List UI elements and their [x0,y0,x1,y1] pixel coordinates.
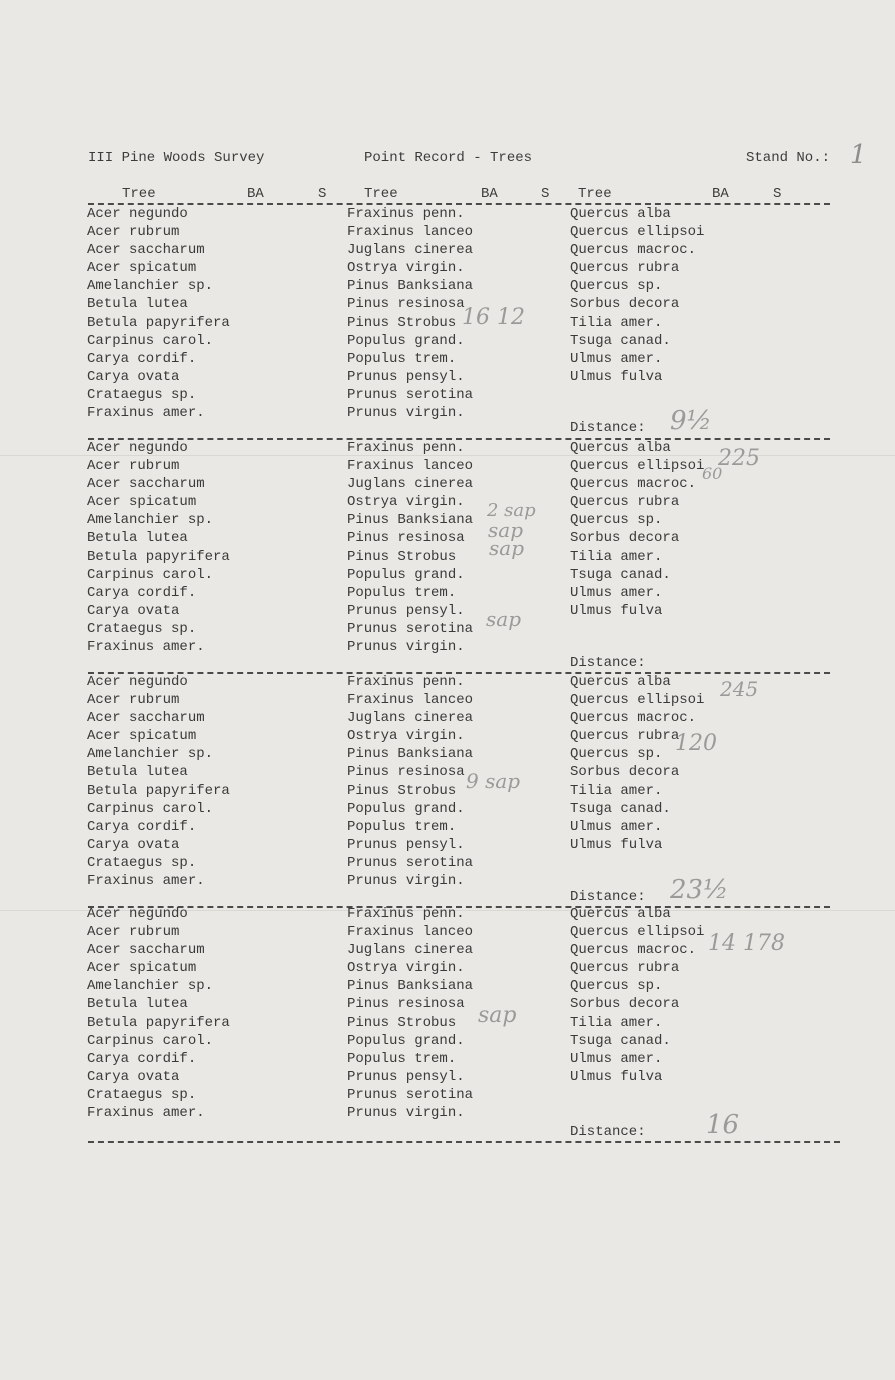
species-row: Acer negundo [87,206,188,222]
distance-value: 23½ [670,875,729,905]
species-row: Carya cordif. [87,818,197,835]
distance-label: Distance: [570,420,646,436]
species-row: Sorbus decora [570,996,680,1013]
species-row: Fraxinus penn. [347,674,465,690]
species-row: Amelanchier sp. [87,746,214,763]
species-row: Pinus Strobus [347,782,457,799]
species-row: Fraxinus penn. [347,906,465,922]
species-row: Prunus serotina [347,1086,474,1103]
record-title: Point Record - Trees [364,150,533,166]
species-row: Quercus alba [570,206,671,222]
species-row: Pinus resinosa [347,530,465,547]
species-row: Crataegus sp. [87,1086,197,1103]
species-row: Prunus serotina [347,386,474,403]
handwritten-note: 9 sap [466,769,521,793]
handwritten-note: sap [486,607,521,631]
species-row: Fraxinus penn. [347,206,465,222]
species-row: Quercus sp. [570,278,663,295]
species-row: Fraxinus amer. [87,1105,205,1122]
species-row: Acer rubrum [87,224,180,241]
species-row: Tilia amer. [570,548,663,565]
species-row: Crataegus sp. [87,386,197,403]
species-row: Pinus Banksiana [347,278,474,295]
col-header-ba: BA [481,186,498,202]
species-row: Fraxinus amer. [87,639,205,656]
species-row: Pinus Strobus [347,1014,457,1031]
species-row: Crataegus sp. [87,620,197,637]
col-header-s: S [318,186,327,202]
species-row: Quercus sp. [570,746,663,763]
species-row: Pinus resinosa [347,296,465,313]
species-row: Carya cordif. [87,350,197,367]
species-row: Acer saccharum [87,942,205,959]
species-row: Carya cordif. [87,584,197,601]
handwritten-note: sap [478,1003,517,1028]
species-row: Quercus macroc. [570,476,697,493]
species-column [570,439,704,620]
species-row: Acer saccharum [87,710,205,727]
species-row: Amelanchier sp. [87,978,214,995]
species-row: Carpinus carol. [87,332,214,349]
species-row: Carpinus carol. [87,1032,214,1049]
stand-number: 1 [850,140,867,170]
species-row: Quercus rubra [570,728,680,745]
species-row: Prunus pensyl. [347,368,465,385]
species-row: Prunus pensyl. [347,836,465,853]
species-row: Fraxinus amer. [87,873,205,890]
species-row: Tilia amer. [570,782,663,799]
species-column [87,905,230,1122]
handwritten-note: 14 178 [708,931,785,956]
species-row: Acer rubrum [87,458,180,475]
species-row: Crataegus sp. [87,854,197,871]
col-header-ba: BA [247,186,264,202]
species-row: Acer saccharum [87,242,205,259]
species-row: Carya ovata [87,602,180,619]
handwritten-note: 245 [720,677,759,701]
species-row: Carpinus carol. [87,800,214,817]
survey-title: III Pine Woods Survey [88,150,265,166]
species-row: Fraxinus penn. [347,440,465,456]
species-row: Betula lutea [87,530,188,547]
species-row: Quercus ellipsoi [570,924,705,941]
species-row: Juglans cinerea [347,942,474,959]
species-column [87,439,230,656]
species-row: Populus trem. [347,350,457,367]
species-row: Quercus rubra [570,494,680,511]
handwritten-note: sap [488,518,523,542]
species-row: Quercus alba [570,906,671,922]
col-header-tree: Tree [122,186,156,202]
species-row: Fraxinus amer. [87,405,205,422]
col-header-s: S [541,186,550,202]
species-row: Ostrya virgin. [347,728,465,745]
species-row: Populus trem. [347,1050,457,1067]
species-row: Prunus serotina [347,854,474,871]
species-row: Quercus rubra [570,960,680,977]
species-column [347,205,473,422]
species-column [87,205,230,422]
species-row: Ostrya virgin. [347,494,465,511]
species-row: Sorbus decora [570,764,680,781]
species-row: Quercus sp. [570,978,663,995]
distance-value: 16 [706,1110,740,1140]
species-row: Pinus Banksiana [347,978,474,995]
species-row: Ostrya virgin. [347,260,465,277]
col-header-tree: Tree [364,186,398,202]
species-row: Ulmus fulva [570,1068,663,1085]
species-row: Acer negundo [87,906,188,922]
species-row: Acer negundo [87,674,188,690]
species-row: Tsuga canad. [570,800,671,817]
species-row: Tilia amer. [570,314,663,331]
species-row: Sorbus decora [570,296,680,313]
species-row: Acer spicatum [87,260,197,277]
species-row: Tsuga canad. [570,332,671,349]
species-row: Pinus Strobus [347,314,457,331]
species-row: Betula papyrifera [87,782,230,799]
species-row: Ulmus fulva [570,602,663,619]
species-row: Ostrya virgin. [347,960,465,977]
handwritten-note: 225 [718,446,760,471]
species-row: Populus grand. [347,1032,465,1049]
species-row: Quercus macroc. [570,242,697,259]
species-row: Acer rubrum [87,692,180,709]
species-row: Populus trem. [347,818,457,835]
species-row: Amelanchier sp. [87,278,214,295]
species-row: Ulmus amer. [570,1050,663,1067]
species-column [570,905,704,1086]
handwritten-note: sap [489,536,524,560]
distance-value: 9½ [670,406,712,436]
block-divider [88,1141,840,1143]
species-row: Quercus alba [570,440,671,456]
col-header-ba: BA [712,186,729,202]
species-row: Ulmus amer. [570,818,663,835]
species-row: Acer negundo [87,440,188,456]
species-row: Acer spicatum [87,494,197,511]
species-row: Populus trem. [347,584,457,601]
species-row: Betula papyrifera [87,1014,230,1031]
col-header-s: S [773,186,782,202]
species-row: Prunus virgin. [347,405,465,422]
species-row: Juglans cinerea [347,242,474,259]
species-row: Populus grand. [347,332,465,349]
species-column [347,439,473,656]
species-row: Populus grand. [347,566,465,583]
species-row: Betula lutea [87,296,188,313]
species-row: Quercus sp. [570,512,663,529]
distance-label: Distance: [570,655,646,671]
species-row: Populus grand. [347,800,465,817]
species-row: Betula papyrifera [87,314,230,331]
stand-label: Stand No.: [746,150,831,166]
species-row: Betula lutea [87,996,188,1013]
species-row: Fraxinus lanceo [347,458,474,475]
species-column [570,205,704,386]
species-row: Juglans cinerea [347,710,474,727]
species-row: Carya cordif. [87,1050,197,1067]
species-column [347,905,473,1122]
species-row: Pinus Banksiana [347,512,474,529]
species-row: Quercus macroc. [570,710,697,727]
species-row: Quercus macroc. [570,942,697,959]
species-row: Carpinus carol. [87,566,214,583]
species-row: Quercus ellipsoi [570,224,705,241]
species-row: Pinus resinosa [347,764,465,781]
species-row: Tsuga canad. [570,1032,671,1049]
handwritten-note: 2 sap [487,500,536,521]
species-row: Prunus virgin. [347,873,465,890]
species-row: Pinus Banksiana [347,746,474,763]
species-row: Quercus alba [570,674,671,690]
species-row: Quercus ellipsoi [570,458,705,475]
species-row: Fraxinus lanceo [347,224,474,241]
species-row: Ulmus fulva [570,368,663,385]
species-row: Prunus virgin. [347,1105,465,1122]
species-row: Amelanchier sp. [87,512,214,529]
species-row: Carya ovata [87,836,180,853]
species-row: Quercus ellipsoi [570,692,705,709]
species-row: Quercus rubra [570,260,680,277]
species-row: Tsuga canad. [570,566,671,583]
species-row: Carya ovata [87,368,180,385]
species-row: Prunus pensyl. [347,1068,465,1085]
handwritten-note: 16 12 [462,305,525,330]
species-row: Betula lutea [87,764,188,781]
species-row: Juglans cinerea [347,476,474,493]
species-row: Carya ovata [87,1068,180,1085]
species-row: Acer spicatum [87,728,197,745]
species-row: Fraxinus lanceo [347,692,474,709]
species-column [347,673,473,890]
handwritten-note: 60 [702,464,723,483]
species-row: Betula papyrifera [87,548,230,565]
species-column [570,673,704,854]
col-header-tree: Tree [578,186,612,202]
species-row: Prunus serotina [347,620,474,637]
species-row: Tilia amer. [570,1014,663,1031]
distance-label: Distance: [570,889,646,905]
species-row: Pinus Strobus [347,548,457,565]
species-row: Ulmus amer. [570,350,663,367]
species-column [87,673,230,890]
species-row: Acer rubrum [87,924,180,941]
species-row: Ulmus amer. [570,584,663,601]
species-row: Acer saccharum [87,476,205,493]
species-row: Ulmus fulva [570,836,663,853]
species-row: Prunus virgin. [347,639,465,656]
species-row: Acer spicatum [87,960,197,977]
species-row: Fraxinus lanceo [347,924,474,941]
species-row: Prunus pensyl. [347,602,465,619]
distance-label: Distance: [570,1124,646,1140]
species-row: Sorbus decora [570,530,680,547]
handwritten-note: 120 [675,731,717,756]
species-row: Pinus resinosa [347,996,465,1013]
